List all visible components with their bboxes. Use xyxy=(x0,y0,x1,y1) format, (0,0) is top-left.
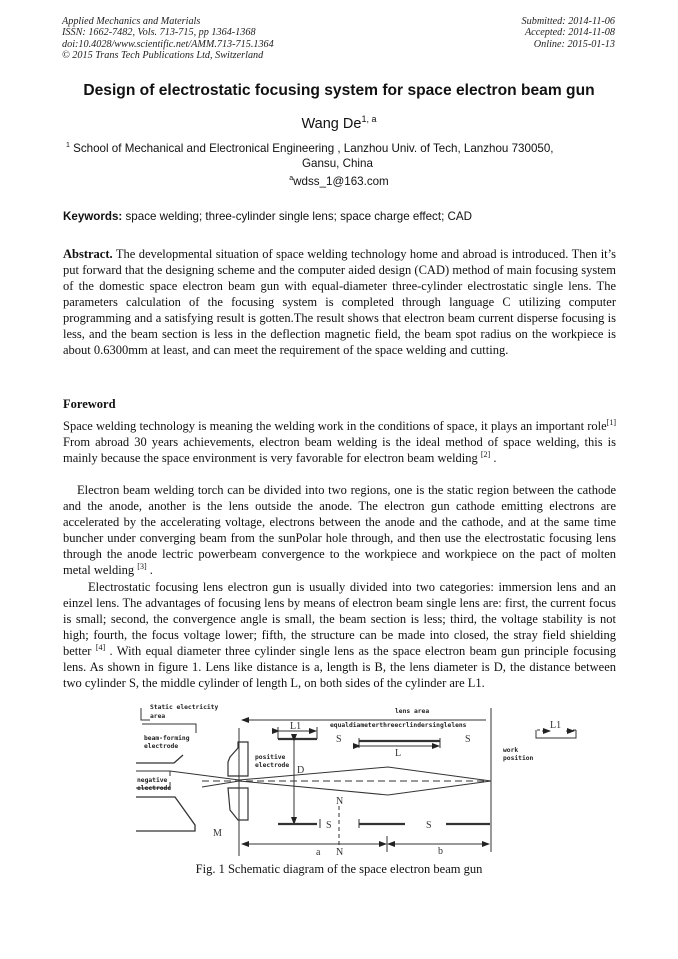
journal-header xyxy=(62,16,274,62)
keywords-text: space welding; three-cylinder single lens; space charge effect; CAD xyxy=(122,210,472,223)
N-bottom-label: N xyxy=(336,847,344,858)
M-label: M xyxy=(213,828,222,839)
anode-lower xyxy=(228,788,248,820)
online-date: Online: 2015-01-13 xyxy=(533,38,615,50)
S-top-2-label: S xyxy=(465,734,471,745)
issn-line: ISSN: 1662-7482, Vols. 713-715, pp 1364-1368 xyxy=(62,27,256,39)
lens-type-label: equaldiameterthreecrlindersinglelens xyxy=(330,722,467,729)
lens-area-label: lens area xyxy=(395,708,430,715)
anode-upper xyxy=(228,742,248,776)
D-label: D xyxy=(297,765,305,776)
paragraph-text: Electrostatic focusing lens electron gun is usually divided into two categories: immersion lens and an einzel lens. The advantages of focusing lens by means of electron beam single lens are: first, the current focus is small; second, the convergence angle is small, the beam section is less; third, the voltage stability is not high; fourth, the focus voltage lower; fifth, the structure can be made into closed, the stray field shielding better xyxy=(63,580,616,658)
work-position-label-1: work xyxy=(503,747,519,754)
affiliation-line1: School of Mechanical and Electronical Engineering , Lanzhou Univ. of Tech, Lanzhou 730050, xyxy=(69,142,554,155)
author-email xyxy=(0,175,678,188)
negative-electrode-label-1: negative xyxy=(137,777,168,784)
foreword-heading: Foreword xyxy=(63,397,116,411)
citation-1[interactable]: [1] xyxy=(606,418,616,427)
positive-electrode-label-2: electrode xyxy=(255,762,290,769)
email-sup: a xyxy=(289,175,294,182)
beam-forming-electrode-lower xyxy=(136,797,195,831)
journal-name: Applied Mechanics and Materials xyxy=(62,16,201,27)
beam-forming-pointer xyxy=(142,724,196,733)
L-label: L xyxy=(395,748,402,759)
abstract xyxy=(63,246,616,358)
N-top-label: N xyxy=(336,796,344,807)
paragraph-text: . With equal diameter three cylinder single lens as the space electron beam gun principle focusing lens. As shown in figure 1. Lens like distance is a, length is B, the lens diameter is D, the distance between two cylinder S, the middle cylinder of length L, on both sides of the cylinder are L1. xyxy=(63,644,616,690)
author xyxy=(0,114,678,132)
affiliation-sup: 1 xyxy=(66,142,70,149)
foreword-paragraph-3 xyxy=(63,579,616,691)
paragraph-text: Electron beam welding torch can be divided into two regions, one is the static region between the cathode and the anode, another is the lens outside the anode. The electron gun cathode emitting electrons are accelerated by the accelerating voltage, electrons between the anode and the cathode, and at the same time buncher under converging beam from the sunPolar hole through, and then use the electrostatic focusing lens through the anode lectric powerbeam convergence to the workpiece and workpiece on the pact of molten metal welding xyxy=(63,483,616,577)
foreword-paragraph-1 xyxy=(63,418,616,466)
author-name: Wang De xyxy=(301,116,362,132)
foreword-paragraph-2 xyxy=(63,482,616,578)
citation-4[interactable]: [4] xyxy=(95,643,106,652)
b-label: b xyxy=(438,846,443,857)
static-area-label-1: Static electricity xyxy=(150,704,219,711)
paragraph-text: . xyxy=(146,563,153,577)
L1-left-label: L1 xyxy=(290,721,302,732)
paragraph-text: . xyxy=(490,451,497,465)
S-bottom-1-label: S xyxy=(326,820,332,831)
keywords-label: Keywords: xyxy=(63,210,123,223)
submitted-date: Submitted: 2014-11-06 xyxy=(521,16,615,27)
citation-2[interactable]: [2] xyxy=(480,450,491,459)
L1-right-label: L1 xyxy=(550,720,562,731)
author-sup: 1, a xyxy=(361,114,377,124)
negative-electrode-label-2: electrode xyxy=(137,785,172,792)
schematic-diagram xyxy=(130,700,590,860)
beam-envelope-upper xyxy=(170,767,491,781)
abstract-label: Abstract. xyxy=(63,247,113,261)
email-address[interactable]: wdss_1@163.com xyxy=(293,175,389,188)
beam-forming-label-2: electrode xyxy=(144,743,179,750)
S-top-1-label: S xyxy=(336,734,342,745)
figure-caption: Fig. 1 Schematic diagram of the space electron beam gun xyxy=(195,862,483,876)
static-area-bracket xyxy=(141,708,150,720)
paper-title: Design of electrostatic focusing system for space electron beam gun xyxy=(83,82,595,99)
paragraph-text: From abroad 30 years achievements, electron beam welding is the ideal method of space welding, this is mainly because the space environment is very favorable for electron beam welding xyxy=(63,435,616,465)
positive-electrode-label-1: positive xyxy=(255,754,286,761)
dates-header xyxy=(522,16,615,50)
doi-line: doi:10.4028/www.scientific.net/AMM.713-715.1364 xyxy=(62,38,274,50)
citation-3[interactable]: [3] xyxy=(137,562,147,571)
accepted-date: Accepted: 2014-11-08 xyxy=(524,27,615,39)
affiliation-line2: Gansu, China xyxy=(302,157,373,170)
beam-forming-label-1: beam-forming xyxy=(144,735,190,742)
S-bottom-2-label: S xyxy=(426,820,432,831)
figure-1-schematic xyxy=(130,700,590,860)
a-label: a xyxy=(316,847,321,858)
affiliation xyxy=(66,138,626,171)
copyright-line: © 2015 Trans Tech Publications Ltd, Switzerland xyxy=(62,50,264,62)
keywords xyxy=(63,210,472,223)
static-area-label-2: area xyxy=(150,713,166,720)
work-position-label-2: position xyxy=(503,755,534,762)
paragraph-text: Space welding technology is meaning the welding work in the conditions of space, it plays an important role xyxy=(63,419,607,433)
beam-forming-electrode-upper xyxy=(136,755,183,763)
abstract-text: The developmental situation of space welding technology home and abroad is introduced. Then it’s put forward that the designing scheme and the computer aided design (CAD) method of main focusing system of the domestic space electron beam gun with equal-diameter three-cylinder electrostatic single lens. The parameters calculation of the focusing system is completed through language C utilizing computer programming and a satisfying result is gotten.The result shows that electron beam current disperse focusing is less, and the beam section is less in the deflection magnetic field, the beam spot radius on the workpiece is about 0.6300mm at least, and can meet the requirement of the space welding and cutting. xyxy=(63,247,616,357)
